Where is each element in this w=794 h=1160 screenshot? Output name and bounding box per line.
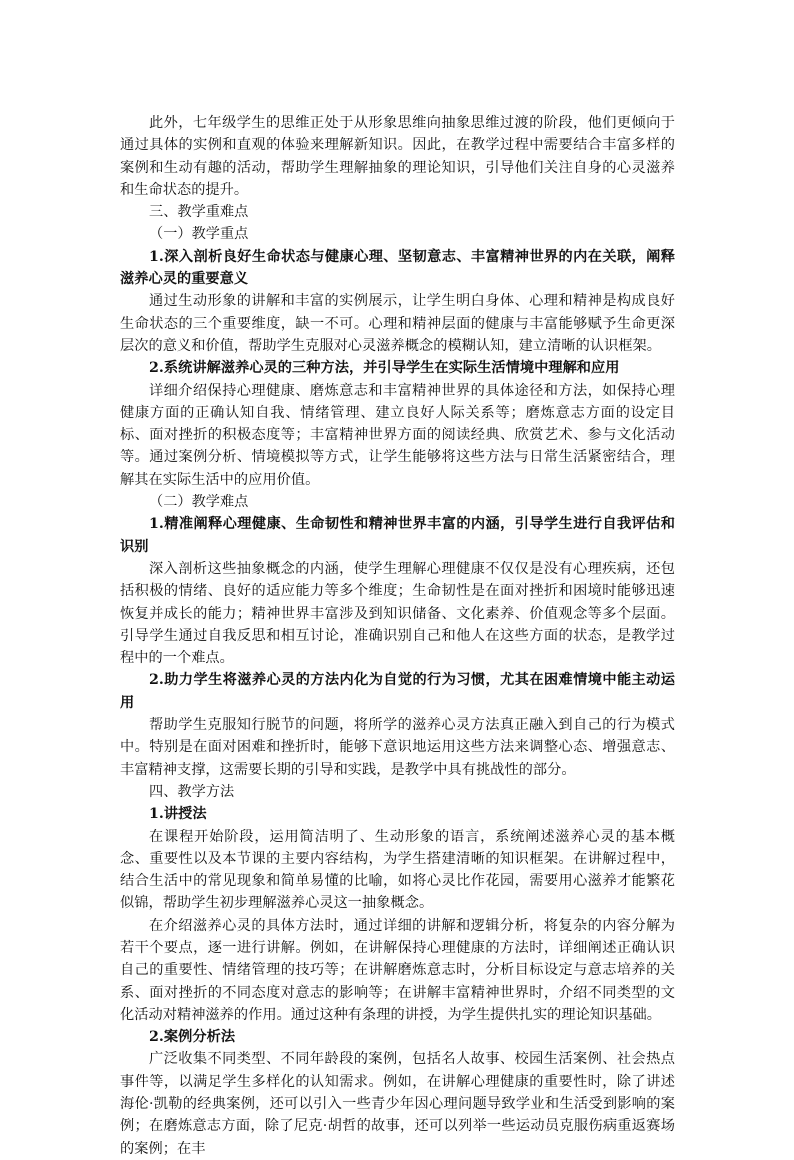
body-paragraph: 在介绍滋养心灵的具体方法时，通过详细的讲解和逻辑分析，将复杂的内容分解为若干个要点，逐一进行讲解。例如，在讲解保持心理健康的方法时，详细阐述正确认识自己的重要性、情绪管理的技巧等；在讲解磨炼意志时，分析目标设定与意志培养的关系、面对挫折的不同态度对意志的影响等；在讲解丰富精神世界时，介绍不同类型的文化活动对精神滋养的作用。通过这种有条理的讲授，为学生提供扎实的理论知识基础。	[120, 917, 675, 1023]
bold-point: 1.深入剖析良好生命状态与健康心理、坚韧意志、丰富精神世界的内在关联，阐释滋养心灵的重要意义	[120, 248, 675, 288]
body-paragraph: 通过生动形象的讲解和丰富的实例展示，让学生明白身体、心理和精神是构成良好生命状态的三个重要维度，缺一不可。心理和精神层面的健康与丰富能够赋予生命更深层次的意义和价值，帮助学生克服对心灵滋养概念的模糊认知，建立清晰的认识框架。	[120, 293, 675, 354]
body-paragraph: 广泛收集不同类型、不同年龄段的案例，包括名人故事、校园生活案例、社会热点事件等，以满足学生多样化的认知需求。例如，在讲解心理健康的重要性时，除了讲述海伦·凯勒的经典案例，还可以引入一些青少年因心理问题导致学业和生活受到影响的案例；在磨炼意志方面，除了尼克·胡哲的故事，还可以列举一些运动员克服伤病重返赛场的案例；在丰	[120, 1051, 675, 1157]
body-paragraph: 帮助学生克服知行脱节的问题，将所学的滋养心灵方法真正融入到自己的行为模式中。特别是在面对困难和挫折时，能够下意识地运用这些方法来调整心态、增强意志、丰富精神支撑，这需要长期的引导和实践，是教学中具有挑战性的部分。	[120, 717, 675, 778]
body-paragraph: 详细介绍保持心理健康、磨炼意志和丰富精神世界的具体途径和方法，如保持心理健康方面的正确认知自我、情绪管理、建立良好人际关系等；磨炼意志方面的设定目标、面对挫折的积极态度等；丰富精神世界方面的阅读经典、欣赏艺术、参与文化活动等。通过案例分析、情境模拟等方式，让学生能够将这些方法与日常生活紧密结合，理解其在实际生活中的应用价值。	[120, 382, 675, 488]
body-paragraph: 此外，七年级学生的思维正处于从形象思维向抽象思维过渡的阶段，他们更倾向于通过具体的实例和直观的体验来理解新知识。因此，在教学过程中需要结合丰富多样的案例和生动有趣的活动，帮助学生理解抽象的理论知识，引导他们关注自身的心灵滋养和生命状态的提升。	[120, 115, 675, 198]
section-heading: 三、教学重难点	[149, 204, 249, 221]
bold-point: 2.案例分析法	[149, 1029, 236, 1046]
body-paragraph: 深入剖析这些抽象概念的内涵，使学生理解心理健康不仅仅是没有心理疾病，还包括积极的情绪、良好的适应能力等多个维度；生命韧性是在面对挫折和困境时能够迅速恢复并成长的能力；精神世界丰富涉及到知识储备、文化素养、价值观念等多个层面。引导学生通过自我反思和相互讨论，准确识别自己和他人在这些方面的状态，是教学过程中的一个难点。	[120, 560, 675, 667]
bold-point: 2.系统讲解滋养心灵的三种方法，并引导学生在实际生活情境中理解和应用	[149, 360, 620, 377]
body-paragraph: 在课程开始阶段，运用简洁明了、生动形象的语言，系统阐述滋养心灵的基本概念、重要性以及本节课的主要内容结构，为学生搭建清晰的知识框架。在讲解过程中，结合生活中的常见现象和简单易懂的比喻，如将心灵比作花园，需要用心滋养才能繁花似锦，帮助学生初步理解滋养心灵这一抽象概念。	[120, 828, 675, 912]
document-page	[120, 112, 675, 1160]
subsection-heading: （二）教学难点	[149, 494, 249, 511]
bold-point: 1.讲授法	[149, 806, 207, 823]
bold-point: 2.助力学生将滋养心灵的方法内化为自觉的行为习惯，尤其在困难情境中能主动运用	[120, 672, 675, 711]
section-heading: 四、教学方法	[149, 783, 235, 800]
bold-point: 1.精准阐释心理健康、生命韧性和精神世界丰富的内涵，引导学生进行自我评估和识别	[120, 516, 675, 555]
subsection-heading: （一）教学重点	[149, 226, 249, 243]
